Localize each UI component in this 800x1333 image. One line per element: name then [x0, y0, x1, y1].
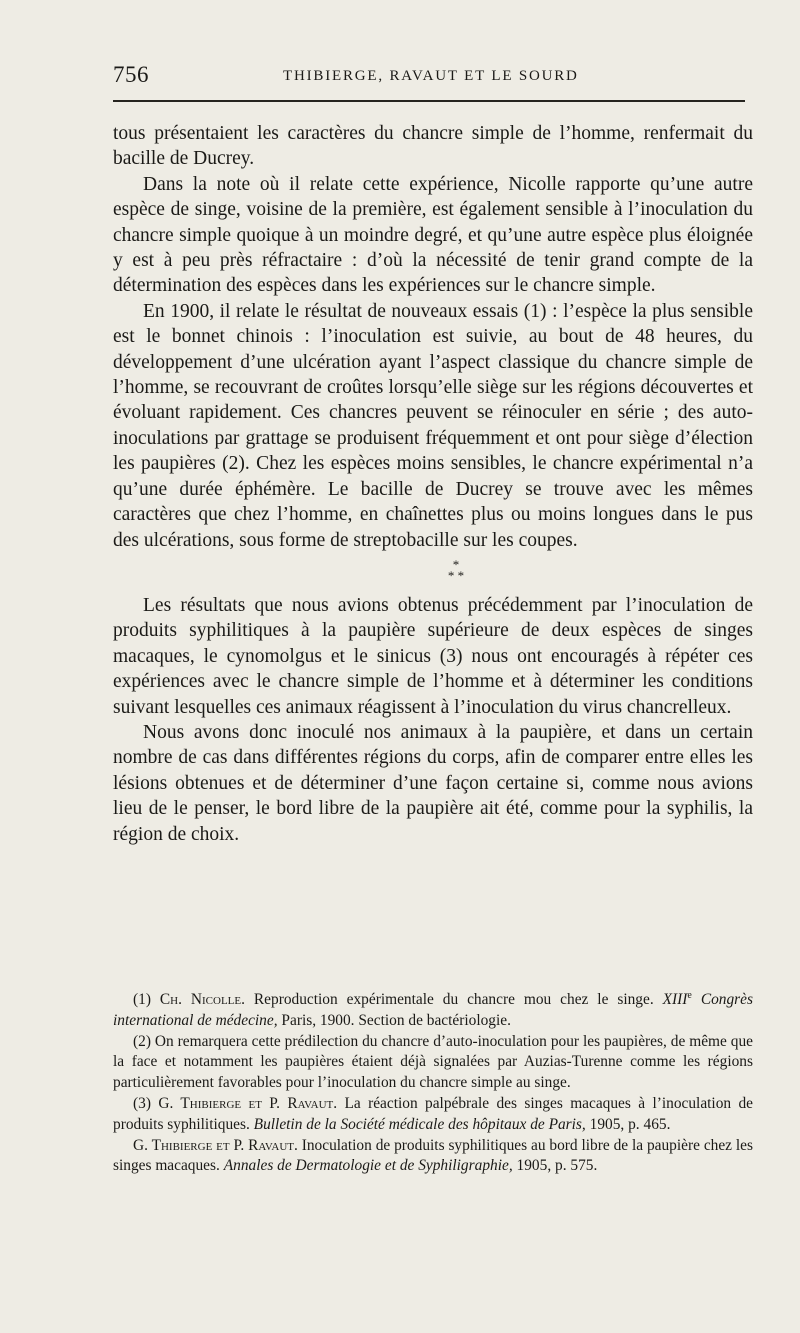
- footnote-1-congress-sup: e: [687, 990, 692, 1001]
- page-header: [113, 62, 749, 92]
- footnote-4: [113, 1136, 753, 1177]
- footnote-1-author: Ch. Nicolle.: [159, 991, 245, 1009]
- footnote-4-journal: Annales de Dermatologie et de Syphiligraphie,: [223, 1157, 513, 1175]
- footnote-4-author: G. Thibierge et P. Ravaut.: [133, 1136, 298, 1154]
- separator-top-star: *: [452, 556, 460, 572]
- body-text: [113, 121, 753, 847]
- footnote-4-ref: 1905, p. 575.: [516, 1157, 598, 1175]
- paragraph-5: Nous avons donc inoculé nos animaux à la paupière, et dans un certain nombre de cas dans différentes régions du corps, afin de comparer entre elles les lésions obtenues et de déterminer d’une façon certaine si, comme nous avions lieu de le penser, le bord libre de la paupière ait été, comme pour la syphilis, la région de choix.: [113, 721, 753, 845]
- footnote-2-marker: (2): [133, 1032, 151, 1050]
- header-rule: [113, 100, 745, 102]
- footnote-3-author: G. Thibierge et P. Ravaut.: [158, 1095, 338, 1113]
- page-number: 756: [113, 62, 149, 87]
- footnote-3-ref: 1905, p. 465.: [589, 1115, 671, 1133]
- section-separator: [159, 556, 753, 583]
- running-title: THIBIERGE, RAVAUT ET LE SOURD: [283, 68, 579, 84]
- footnote-2-text: On remarquera cette prédilection du chancre d’auto-inoculation pour les paupières, de même que la face et notamment les paupières étaient déjà signalées par Auzias-Turenne comme les régions particulièrement favorables pour l’inoculation du chancre simple au singe.: [113, 1032, 753, 1091]
- footnote-1-congress-title: Congrès international de médecine,: [113, 991, 753, 1029]
- footnote-3-journal: Bulletin de la Société médicale des hôpitaux de Paris,: [253, 1115, 586, 1133]
- footnote-4-text: Inoculation de produits syphilitiques au bord libre de la paupière chez les singes macaques.: [113, 1136, 753, 1175]
- paragraph-2: Dans la note où il relate cette expérience, Nicolle rapporte qu’une autre espèce de singe, voisine de la première, est également sensible à l’inoculation du chancre simple quoique à un moindre degré, et qu’une autre espèce plus éloignée y est à peu près réfractaire : d’où la nécessité de tenir grand compte de la détermination des espèces dans les expériences sur le chancre simple.: [113, 173, 753, 297]
- paragraph-1: tous présentaient les caractères du chancre simple de l’homme, renfermait du bacille de Ducrey.: [113, 123, 753, 170]
- footnote-1-congress-number: XIII: [662, 991, 688, 1009]
- paragraph-4: Les résultats que nous avions obtenus précédemment par l’inoculation de produits syphilitiques à la paupière supérieure de deux espèces de singes macaques, le cynomolgus et le sinicus (3) nous ont encouragés à répéter ces expériences avec le chancre simple de l’homme et à déterminer les conditions suivant lesquelles ces animaux réagissent à l’inoculation du virus chancrelleux.: [113, 594, 753, 718]
- footnote-1-marker: (1): [133, 991, 151, 1009]
- footnote-1-text-2: Paris, 1900. Section de bactériologie.: [281, 1011, 511, 1029]
- footnote-2: [113, 1032, 753, 1093]
- footnotes: [113, 986, 753, 1178]
- paragraph-3: En 1900, il relate le résultat de nouveaux essais (1) : l’espèce la plus sensible est le bonnet chinois : l’inoculation est suivie, au bout de 48 heures, du développement d’une ulcération ayant l’aspect classique du chancre simple de l’homme, se recouvrant de croûtes lorsqu’elle siège sur les régions découvertes et évoluant rapidement. Ces chancres peuvent se réinoculer en série ; des auto-inoculations par grattage se produisent fréquemment et ont pour siège d’élection les paupières (2). Chez les espèces moins sensibles, le chancre expérimental n’a qu’une durée éphémère. Le bacille de Ducrey se trouve avec les mêmes caractères que chez l’homme, en chaînettes plus ou moins longues dans le pus des ulcérations, sous forme de streptobacille sur les coupes.: [113, 300, 753, 551]
- footnote-1-text: Reproduction expérimentale du chancre mou chez le singe.: [253, 991, 654, 1009]
- footnote-3: [113, 1094, 753, 1135]
- separator-bottom-stars: * *: [447, 567, 465, 583]
- footnote-3-text: La réaction palpébrale des singes macaques à l’inoculation de produits syphilitiques.: [113, 1095, 753, 1133]
- footnote-1: [113, 986, 753, 1031]
- footnote-3-marker: (3): [133, 1095, 151, 1113]
